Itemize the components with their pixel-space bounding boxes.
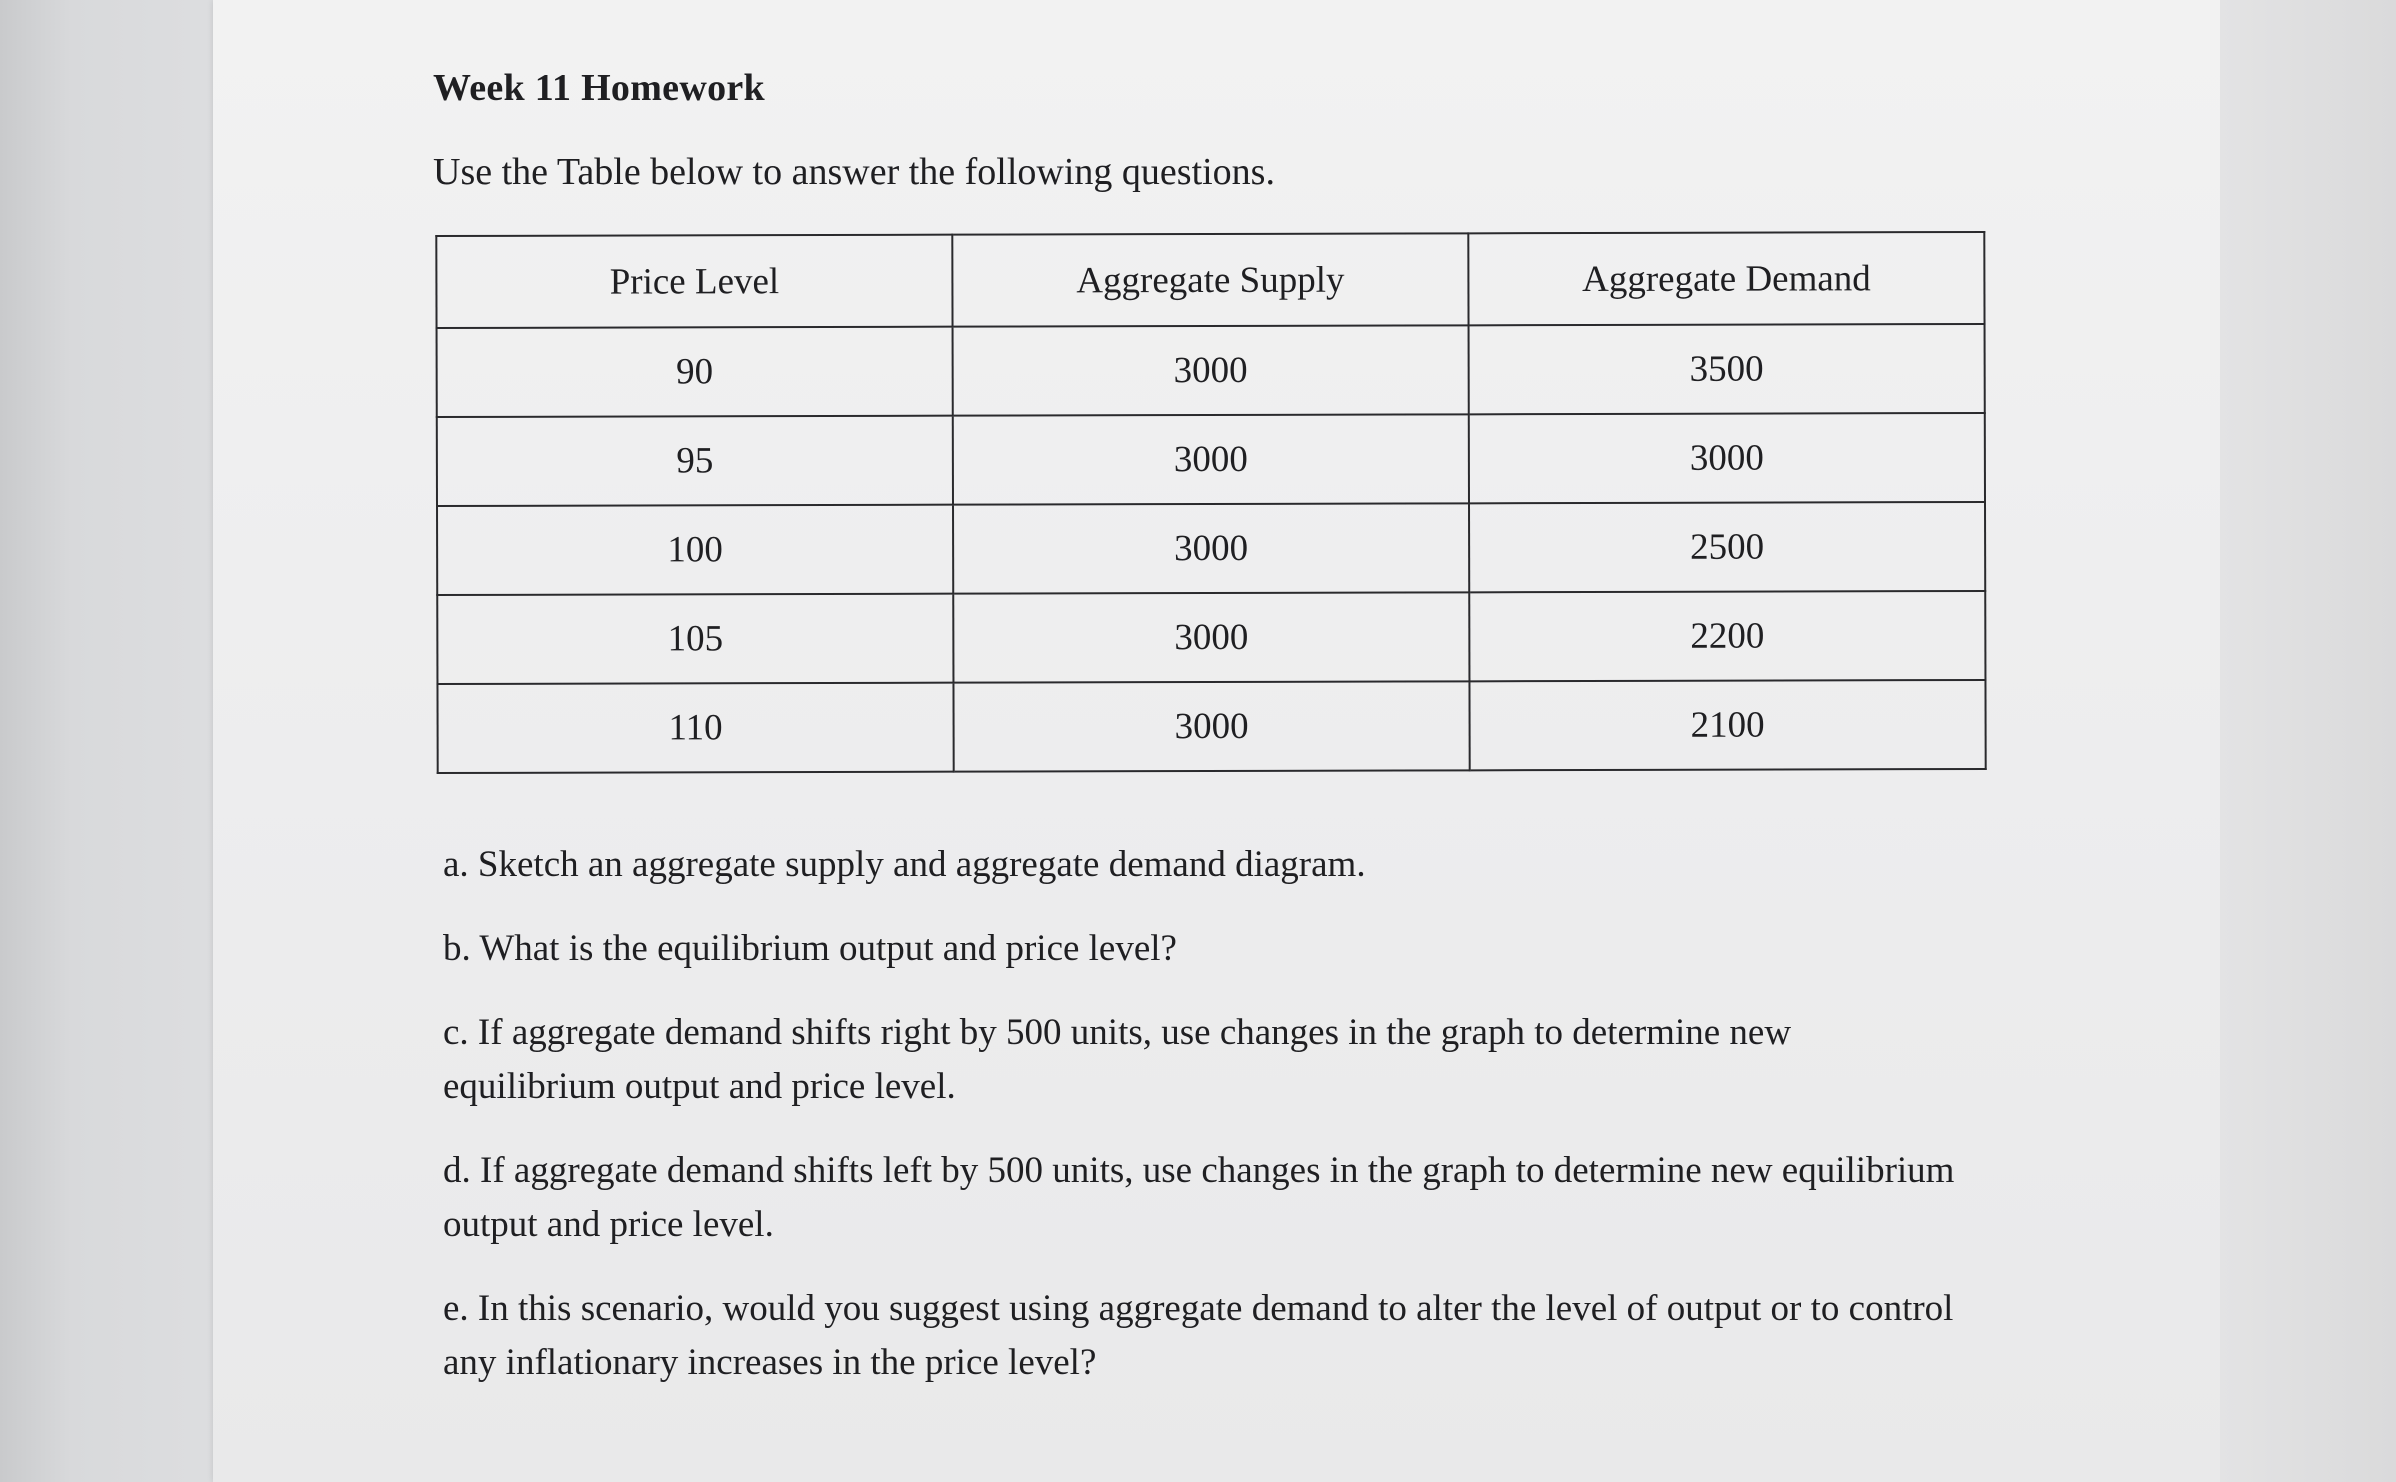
- cell-price-level: 95: [437, 416, 953, 506]
- intro-text: Use the Table below to answer the following questions.: [433, 151, 1275, 193]
- question-c: c. If aggregate demand shifts right by 500 units, use changes in the graph to determine new equilibrium output and price level.: [443, 1012, 1792, 1107]
- cell-aggregate-demand: 2200: [1469, 591, 1985, 681]
- cell-aggregate-demand: 2500: [1469, 502, 1985, 592]
- cell-price-level: 105: [437, 594, 953, 684]
- table-row: [437, 502, 1985, 595]
- cell-aggregate-supply: 3000: [953, 503, 1469, 593]
- header-aggregate-supply: Aggregate Supply: [952, 233, 1468, 326]
- table-row: [437, 324, 1985, 417]
- cell-price-level: 100: [437, 505, 953, 595]
- cell-aggregate-supply: 3000: [953, 414, 1469, 504]
- question-a: a. Sketch an aggregate supply and aggregate demand diagram.: [443, 844, 1366, 885]
- question-b: b. What is the equilibrium output and price level?: [443, 928, 1177, 969]
- cell-price-level: 90: [437, 327, 953, 417]
- cell-aggregate-demand: 3500: [1469, 324, 1985, 414]
- cell-aggregate-demand: 2100: [1469, 680, 1985, 770]
- table-header-row: [436, 232, 1984, 328]
- table-row: [437, 591, 1985, 684]
- cell-price-level: 110: [437, 683, 953, 773]
- header-aggregate-demand: Aggregate Demand: [1468, 232, 1984, 325]
- price-level-table: [435, 231, 1986, 774]
- cell-aggregate-supply: 3000: [953, 681, 1469, 771]
- header-price-level: Price Level: [436, 235, 952, 328]
- question-e: e. In this scenario, would you suggest using aggregate demand to alter the level of output or to control any inflationary increases in the price level?: [443, 1288, 1954, 1383]
- cell-aggregate-supply: 3000: [953, 592, 1469, 682]
- cell-aggregate-demand: 3000: [1469, 413, 1985, 503]
- cell-aggregate-supply: 3000: [953, 325, 1469, 415]
- table-row: [437, 413, 1985, 506]
- question-d: d. If aggregate demand shifts left by 500 units, use changes in the graph to determine new equilibrium output and price level.: [443, 1150, 1955, 1245]
- table-row: [437, 680, 1985, 773]
- right-margin-strip: [2220, 0, 2396, 1482]
- page-title: Week 11 Homework: [433, 67, 765, 109]
- question-list: [443, 838, 1963, 1420]
